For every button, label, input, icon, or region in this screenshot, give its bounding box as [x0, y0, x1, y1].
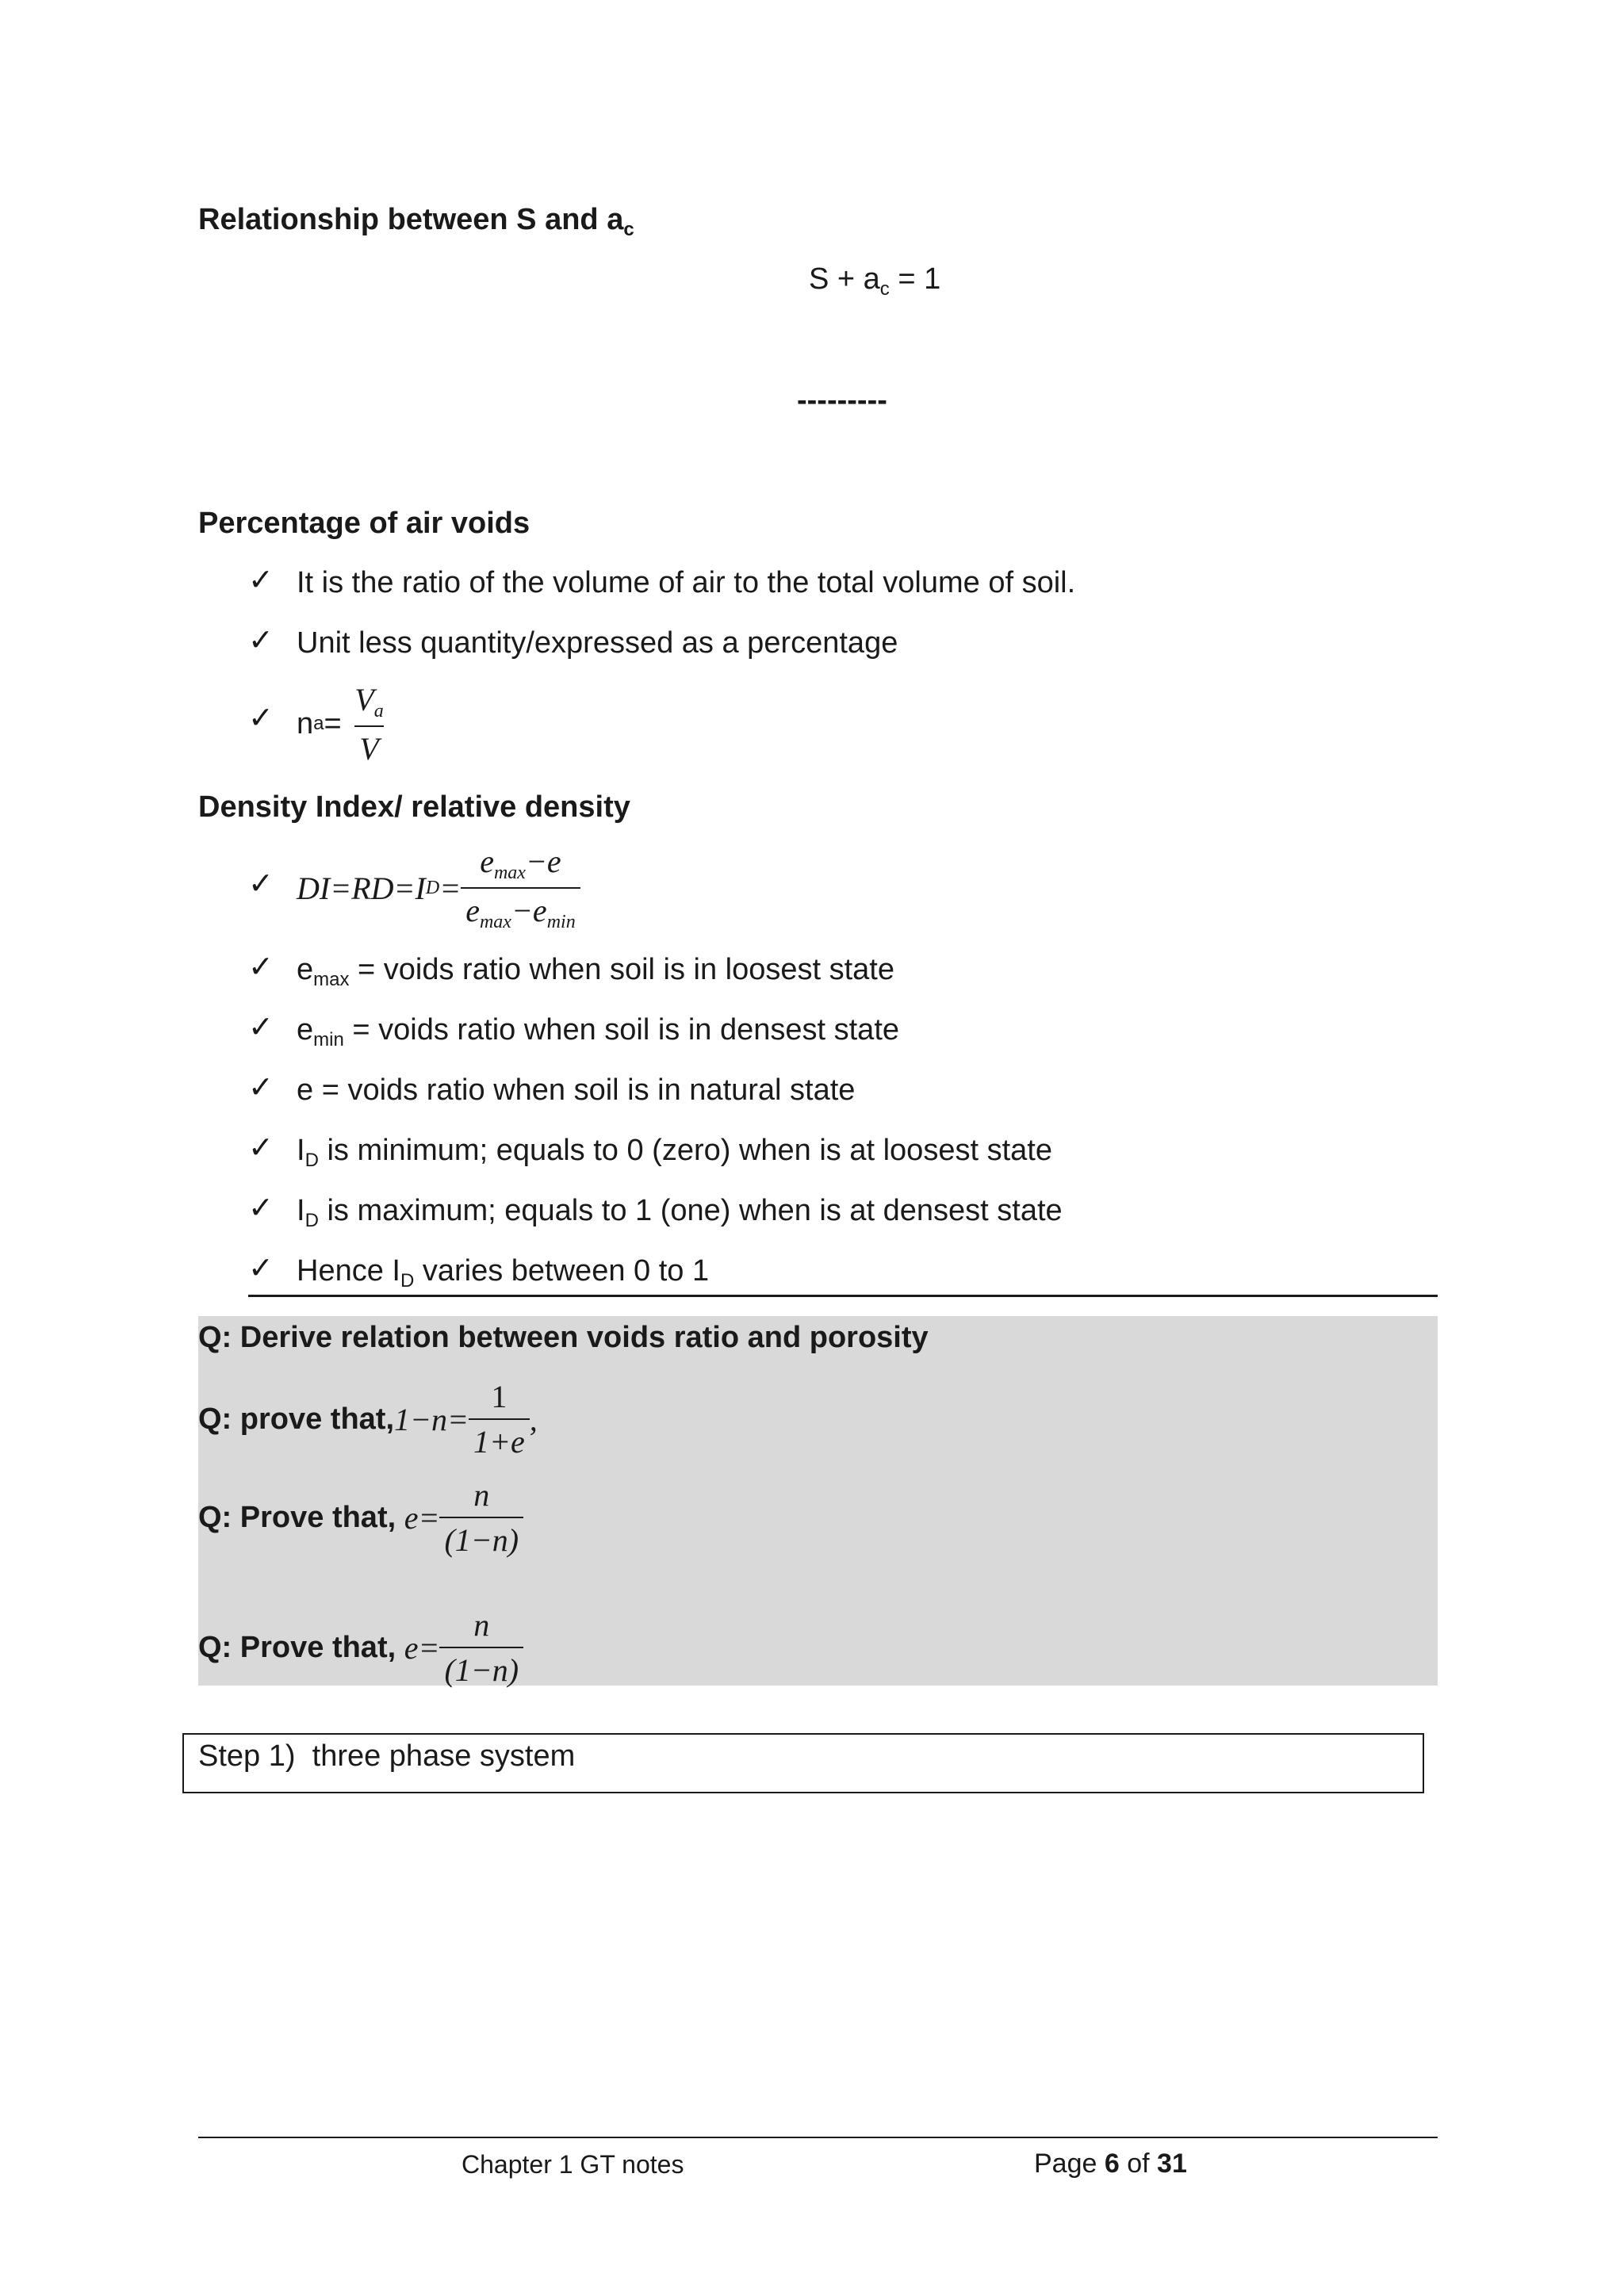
checkmark-icon: ✓ [248, 1070, 274, 1104]
footer-page-number: Page 6 of 31 [1034, 2149, 1187, 2179]
question-derive: Q: Derive relation between voids ratio and porosity [198, 1321, 929, 1354]
footer-chapter: Chapter 1 GT notes [462, 2150, 684, 2179]
checkmark-icon: ✓ [248, 700, 274, 735]
question-prove-3: Q: Prove that, e= $\frac{n}{(1-n)}$ [198, 1598, 523, 1697]
id-minimum: $I_D$ is minimum; equals to 0 (zero) when is at loosest state [297, 1134, 1052, 1171]
question-prove-1: Q: prove that, 1−n= $\frac{1}{1+e}$ , [198, 1379, 538, 1460]
id-maximum: $I_D$ is maximum; equals to 1 (one) when is at densest state [297, 1194, 1063, 1231]
separator: --------- [797, 384, 887, 417]
heading-density-index: Density Index/ relative density [198, 790, 630, 824]
section-divider [248, 1295, 1438, 1297]
checkmark-icon: ✓ [248, 1130, 274, 1165]
step-text: Step 1) three phase system [198, 1739, 576, 1773]
equation-s-ac: $S + a_c = 1$ [809, 262, 941, 300]
density-index-fraction: $\frac{e_{max}-e}{e_{max}-e_{min}}$ [461, 843, 580, 933]
checkmark-icon: ✓ [248, 1009, 274, 1044]
id-range: Hence $I_D$ varies between 0 to 1 [297, 1254, 710, 1292]
checkmark-icon: ✓ [248, 1250, 274, 1285]
checkmark-icon: ✓ [248, 562, 274, 597]
step-box [182, 1733, 1424, 1793]
emax-definition: $e_{max}$ = voids ratio when soil is in loosest state [297, 953, 894, 990]
emin-definition: $e_{min}$ = voids ratio when soil is in densest state [297, 1013, 900, 1050]
heading-air-voids: Percentage of air voids [198, 507, 530, 540]
air-voids-fraction: $\frac{V_a}{V}$ [354, 681, 384, 767]
air-voids-unit: Unit less quantity/expressed as a percentage [297, 626, 898, 660]
checkmark-icon: ✓ [248, 866, 274, 901]
prove-1-fraction: $\frac{1}{1+e}$ [469, 1378, 530, 1460]
checkmark-icon: ✓ [248, 949, 274, 984]
e-definition: e = voids ratio when soil is in natural state [297, 1073, 856, 1107]
air-voids-formula: n a = $\frac{V_a}{V}$ [297, 680, 389, 767]
checkmark-icon: ✓ [248, 622, 274, 657]
air-voids-definition: It is the ratio of the volume of air to the total volume of soil. [297, 566, 1076, 599]
heading-s-ac: Relationship between S and $a_c$ [198, 203, 634, 240]
footer-rule [198, 2137, 1438, 2138]
checkmark-icon: ✓ [248, 1190, 274, 1225]
prove-3-fraction: $\frac{n}{(1-n)}$ [439, 1606, 523, 1689]
question-prove-2: Q: Prove that, e= $\frac{n}{(1-n)}$ [198, 1468, 523, 1567]
density-index-formula: DI=RD=I D = $\frac{e_{max}-e}{e_{max}-e_{min}}$ [297, 842, 580, 934]
prove-2-fraction: $\frac{n}{(1-n)}$ [439, 1476, 523, 1559]
